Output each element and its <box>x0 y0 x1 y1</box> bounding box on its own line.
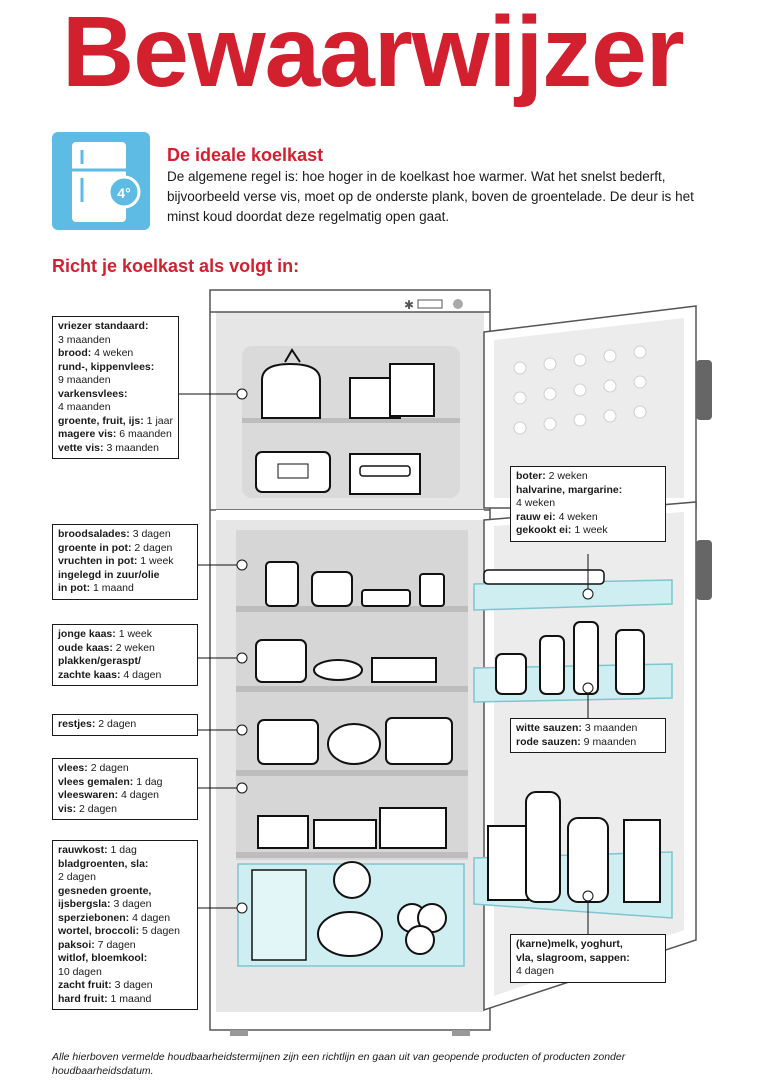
info-box-door-middle: witte sauzen: 3 maanden rode sauzen: 9 maanden <box>510 718 666 753</box>
info-box-shelf-4: vlees: 2 dagen vlees gemalen: 1 dag vleeswaren: 4 dagen vis: 2 dagen <box>52 758 198 820</box>
fridge-body <box>210 290 490 1036</box>
intro-heading: De ideale koelkast <box>167 145 324 165</box>
temperature-label: 4° <box>117 185 131 201</box>
info-box-shelf-1: broodsalades: 3 dagen groente in pot: 2 dagen vruchten in pot: 1 week ingelegd in zuur/olie in pot: 1 maand <box>52 524 198 600</box>
info-box-crisper: rauwkost: 1 dag bladgroenten, sla: 2 dagen gesneden groente, ijsbergsla: 3 dagen sperziebonen: 4 dagen wortel, broccoli: 5 dagen paksoi: 7 dagen witlof, bloemkool: 10 dagen zacht fruit: 3 dagen hard fruit: 1 maand <box>52 840 198 1010</box>
section-heading: Richt je koelkast als volgt in: <box>52 256 300 276</box>
intro-text: De algemene regel is: hoe hoger in de koelkast hoe warmer. Wat het snelst bederft, bijvoorbeeld verse vis, moet op de onderste plank, boven de groentelade. De deur is het minst koud doordat deze regelmatig open gaat. <box>167 169 694 224</box>
info-box-door-bottom: (karne)melk, yoghurt, vla, slagroom, sappen: 4 dagen <box>510 934 666 983</box>
info-box-freezer: vriezer standaard: 3 maanden brood: 4 weken rund-, kippenvlees: 9 maanden varkensvlees: 4 maanden groente, fruit, ijs: 1 jaar magere vis: 6 maanden vette vis: 3 maanden <box>52 316 179 459</box>
page-title: Bewaarwijzer <box>62 0 684 108</box>
info-box-door-top: boter: 2 weken halvarine, margarine: 4 weken rauw ei: 4 weken gekookt ei: 1 week <box>510 466 666 542</box>
info-box-shelf-2: jonge kaas: 1 week oude kaas: 2 weken plakken/geraspt/ zachte kaas: 4 dagen <box>52 624 198 686</box>
info-box-shelf-3: restjes: 2 dagen <box>52 714 198 736</box>
svg-text:✱: ✱ <box>404 298 415 312</box>
footnote: Alle hierboven vermelde houdbaarheidstermijnen zijn een richtlijn en gaan uit van geopende producten of producten zonder houdbaarheidsdatum. <box>52 1051 626 1077</box>
fridge-doors <box>474 306 712 1010</box>
